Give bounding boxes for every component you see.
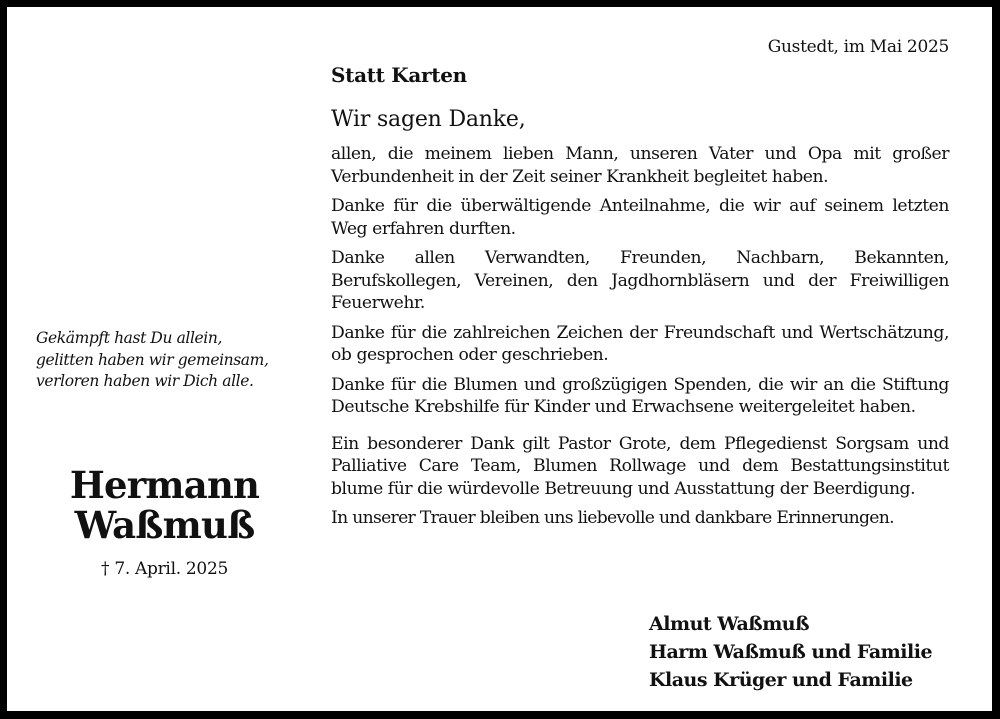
paragraph: allen, die meinem lieben Mann, unseren Vater und Opa mit großer Verbundenheit in der Zeit seiner Krankheit begleitet haben. xyxy=(331,144,949,187)
deceased-block xyxy=(47,465,282,579)
paragraph: Danke für die Blumen und großzügigen Spenden, die wir an die Stiftung Deutsche Krebshilfe für Kinder und Erwachsene weitergeleitet haben. xyxy=(331,374,949,417)
thanks-text xyxy=(331,143,949,537)
poem-line: verloren haben wir Dich alle. xyxy=(36,372,254,390)
greeting: Wir sagen Danke, xyxy=(331,107,526,132)
poem-line: Gekämpft hast Du allein, xyxy=(36,329,222,347)
death-date: † 7. April. 2025 xyxy=(101,559,228,579)
deceased-last-name: Waßmuß xyxy=(74,503,255,547)
closing-line: In unserer Trauer bleiben uns liebevolle und dankbare Erinnerungen. xyxy=(331,508,894,528)
place-date: Gustedt, im Mai 2025 xyxy=(767,37,949,57)
heading: Statt Karten xyxy=(331,63,467,87)
poem xyxy=(36,328,268,393)
poem-line: gelitten haben wir gemeinsam, xyxy=(36,350,269,369)
signers xyxy=(649,610,932,694)
signer: Harm Waßmuß und Familie xyxy=(649,641,933,663)
paragraph: Danke allen Verwandten, Freunden, Nachbarn, Bekannten, Berufskollegen, Vereinen, den Jagdhornbläsern und der Freiwilligen Feuerwehr. xyxy=(331,248,949,313)
signer: Almut Waßmuß xyxy=(649,613,810,635)
signer: Klaus Krüger und Familie xyxy=(649,669,913,691)
deceased-first-name: Hermann xyxy=(69,463,260,507)
paragraph: Danke für die überwältigende Anteilnahme, die wir auf seinem letzten Weg erfahren durften. xyxy=(331,196,949,239)
paragraph: Danke für die zahlreichen Zeichen der Freundschaft und Wertschätzung, ob gesprochen oder geschrieben. xyxy=(331,322,949,365)
paragraph: Ein besonderer Dank gilt Pastor Grote, dem Pflegedienst Sorgsam und Palliative Care Team, Blumen Rollwage und dem Bestattungsinstitut blume für die würdevolle Betreuung und Ausstattung der Beerdigung. xyxy=(331,433,949,499)
obituary-notice xyxy=(7,7,992,711)
